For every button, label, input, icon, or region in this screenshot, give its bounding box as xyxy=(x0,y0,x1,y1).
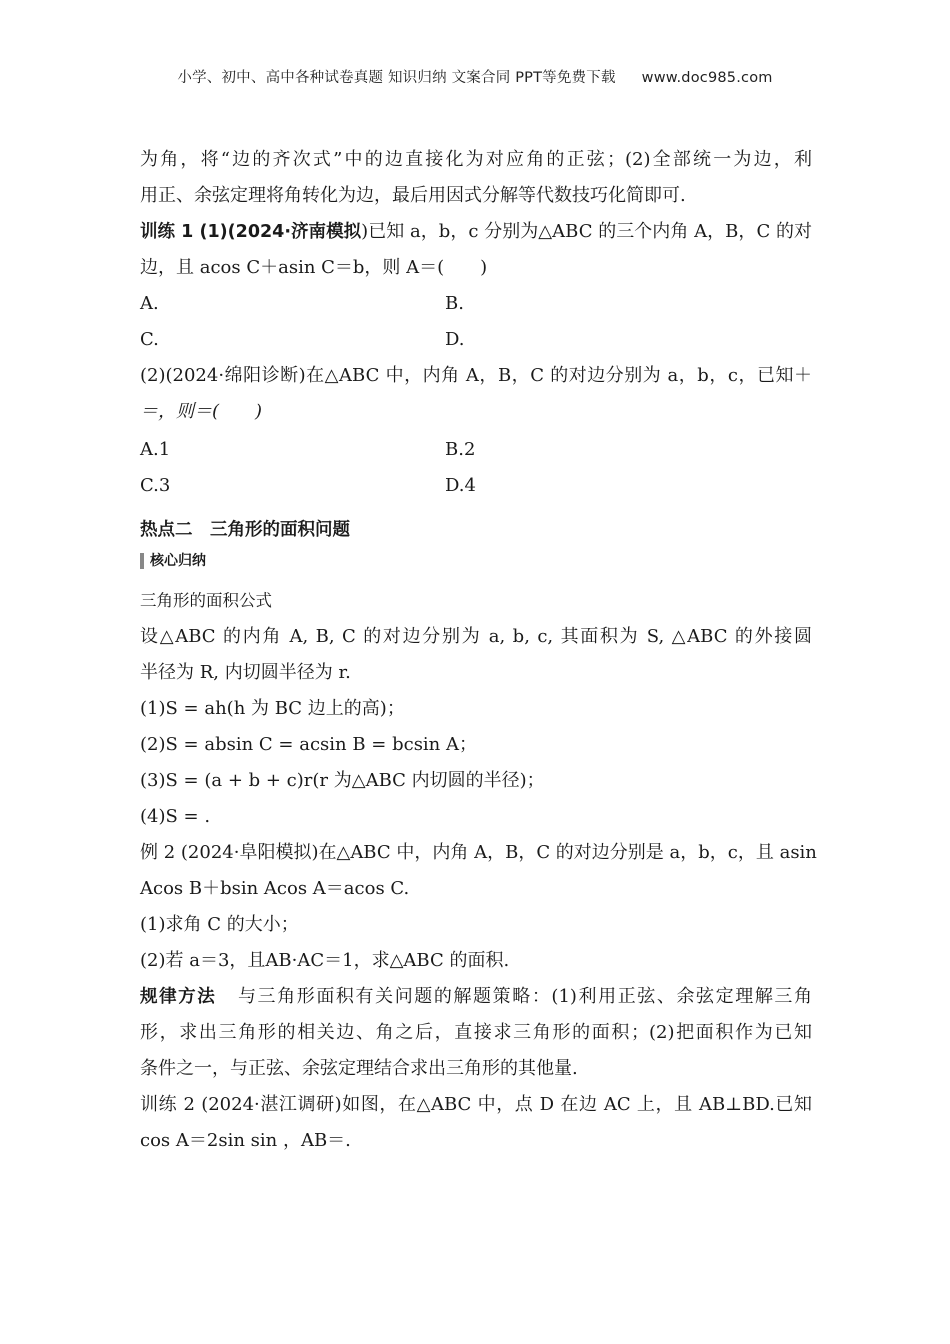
section-title-hotspot-2: 热点二 三角形的面积问题 xyxy=(140,520,350,540)
training-1-line-1 xyxy=(140,220,812,244)
method-label: 规律方法 xyxy=(140,987,217,1007)
formula-4: (4)S = . xyxy=(140,806,211,827)
example-2-line-1: 例 2 (2024·阜阳模拟)在△ABC 中，内角 A，B，C 的对边分别是 a，b，c，且 asin xyxy=(140,842,817,863)
formula-title: 三角形的面积公式 xyxy=(140,591,272,610)
option-d-2[interactable]: D.4 xyxy=(445,475,476,496)
training-1-q2-line-2: ＝，则＝( ) xyxy=(140,401,263,422)
option-d[interactable]: D. xyxy=(445,329,465,350)
training-1-q2-line-1: (2)(2024·绵阳诊断)在△ABC 中，内角 A，B，C 的对边分别为 a，b，c，已知＋ xyxy=(140,365,812,386)
training-2-line-2: cos A＝2sin sin ，AB＝. xyxy=(140,1130,351,1151)
training-1-source: 济南模拟 xyxy=(291,222,362,242)
method-line-1 xyxy=(140,985,812,1009)
training-2-line-1: 训练 2 (2024·湛江调研)如图，在△ABC 中，点 D 在边 AC 上，且 AB⊥BD.已知 xyxy=(140,1094,812,1115)
option-b-2[interactable]: B.2 xyxy=(445,439,476,460)
options-row-1 xyxy=(140,292,812,316)
example-2-q1: (1)求角 C 的大小； xyxy=(140,914,299,935)
intro-line-2: 用正、余弦定理将角转化为边，最后用因式分解等代数技巧化简即可. xyxy=(140,185,686,206)
training-1-stem: a，b，c 分别为△ABC 的三个内角 A，B，C 的对 xyxy=(410,221,812,242)
setup-line-2: 半径为 R, 内切圆半径为 r. xyxy=(140,662,351,683)
core-summary-tag: 核心归纳 xyxy=(140,553,206,569)
options-row-2 xyxy=(140,328,812,352)
training-1-line-2: 边，且 acos C＋asin C＝b，则 A＝( ) xyxy=(140,257,488,278)
formula-3: (3)S = (a + b + c)r(r 为△ABC 内切圆的半径)； xyxy=(140,770,545,791)
formula-2: (2)S = absin C = acsin B = bcsin A； xyxy=(140,734,477,755)
method-text-1: 与三角形面积有关问题的解题策略：(1)利用正弦、余弦定理解三角 xyxy=(236,986,813,1007)
options-row-3 xyxy=(140,438,812,462)
option-a-2[interactable]: A.1 xyxy=(140,439,171,460)
intro-line-1: 为角，将“边的齐次式”中的边直接化为对应角的正弦；(2)全部统一为边，利 xyxy=(140,149,812,170)
method-line-3: 条件之一，与正弦、余弦定理结合求出三角形的其他量. xyxy=(140,1058,578,1079)
page-header xyxy=(0,66,950,87)
formula-1: (1)S = ah(h 为 BC 边上的高)； xyxy=(140,698,405,719)
option-c-2[interactable]: C.3 xyxy=(140,475,171,496)
option-c[interactable]: C. xyxy=(140,329,159,350)
header-title: 小学、初中、高中各种试卷真题 知识归纳 文案合同 PPT等免费下载 xyxy=(177,70,616,86)
header-url[interactable]: www.doc985.com xyxy=(641,70,773,86)
training-1-label: 训练 1 (1)(2024· xyxy=(140,222,291,242)
method-line-2: 形，求出三角形的相关边、角之后，直接求三角形的面积；(2)把面积作为已知 xyxy=(140,1022,812,1043)
option-a[interactable]: A. xyxy=(140,293,159,314)
example-2-line-2: Acos B＋bsin Acos A＝acos C. xyxy=(140,878,410,899)
example-2-q2: (2)若 a＝3，且AB·AC＝1，求△ABC 的面积. xyxy=(140,950,510,971)
training-1-prefix: )已知 xyxy=(361,221,410,242)
setup-line-1: 设△ABC 的内角 A, B, C 的对边分别为 a, b, c, 其面积为 S, △ABC 的外接圆 xyxy=(140,626,812,647)
options-row-4 xyxy=(140,474,812,498)
option-b[interactable]: B. xyxy=(445,293,464,314)
